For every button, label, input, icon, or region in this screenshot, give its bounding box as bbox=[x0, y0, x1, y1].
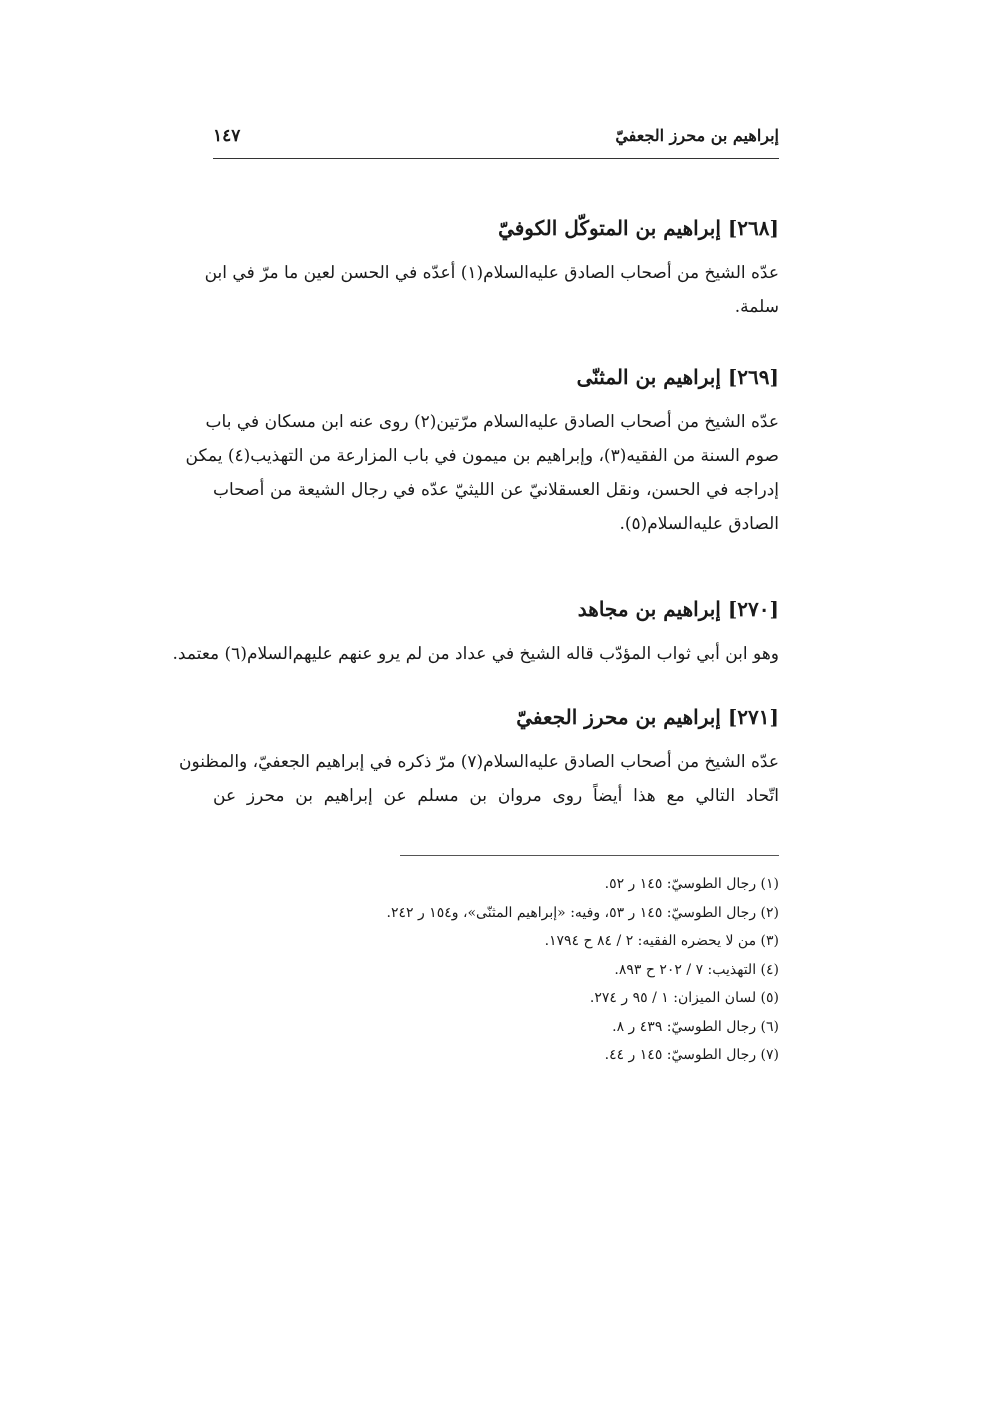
entry-title-268: [٢٦٨] إبراهيم بن المتوكّل الكوفيّ bbox=[498, 216, 779, 240]
entry-title-269: [٢٦٩] إبراهيم بن المثنّى bbox=[576, 365, 779, 389]
footnotes bbox=[213, 870, 779, 1070]
text-line: وهو ابن أبي ثواب المؤدّب قاله الشيخ في عداد من لم يرو عنهم عليهم‌السلام(٦) معتمد. bbox=[172, 644, 779, 664]
footnote-1: (١) رجال الطوسيّ: ١٤٥ ر ٥٢. bbox=[604, 876, 779, 892]
footnote-6: (٦) رجال الطوسيّ: ٤٣٩ ر ٨. bbox=[612, 1018, 779, 1035]
footnote-5: (٥) لسان الميزان: ١ / ٩٥ ر ٢٧٤. bbox=[589, 990, 779, 1006]
page-number: ١٤٧ bbox=[213, 126, 241, 146]
running-title: إبراهيم بن محرز الجعفيّ bbox=[615, 126, 779, 145]
text-line: عدّه الشيخ من أصحاب الصادق عليه‌السلام مرّتين(٢) روى عنه ابن مسكان في باب bbox=[205, 412, 779, 432]
footnote-separator bbox=[400, 855, 779, 856]
entry-text-269 bbox=[185, 405, 779, 541]
text-line: عدّه الشيخ من أصحاب الصادق عليه‌السلام(١) أعدّه في الحسن لعين ما مرّ في ابن bbox=[204, 263, 779, 283]
text-line: اتّحاد التالي مع هذا أيضاً روى مروان بن مسلم عن إبراهيم بن محرز عن bbox=[213, 786, 779, 806]
footnote-3: (٣) من لا يحضره الفقيه: ٢ / ٨٤ ح ١٧٩٤. bbox=[544, 933, 779, 949]
entry-text-271 bbox=[178, 745, 779, 813]
text-line: صوم السنة من الفقيه(٣)، وإبراهيم بن ميمون في باب المزارعة من التهذيب(٤) يمكن bbox=[185, 446, 779, 466]
footnote-4: (٤) التهذيب: ٧ / ٢٠٢ ح ٨٩٣. bbox=[614, 961, 779, 978]
entry-text-268 bbox=[204, 256, 779, 324]
text-line: سلمة. bbox=[734, 297, 779, 317]
text-line: الصادق عليه‌السلام(٥). bbox=[619, 514, 779, 534]
text-line: عدّه الشيخ من أصحاب الصادق عليه‌السلام(٧) مرّ ذكره في إبراهيم الجعفيّ، والمظنون bbox=[178, 752, 779, 772]
entry-title-270: [٢٧٠] إبراهيم بن مجاهد bbox=[577, 597, 779, 621]
text-line: إدراجه في الحسن، ونقل العسقلانيّ عن الليثيّ عدّه في رجال الشيعة من أصحاب bbox=[213, 480, 779, 500]
entry-text-270 bbox=[172, 637, 779, 671]
footnote-7: (٧) رجال الطوسيّ: ١٤٥ ر ٤٤. bbox=[604, 1047, 779, 1063]
footnote-2: (٢) رجال الطوسيّ: ١٤٥ ر ٥٣، وفيه: «إبراهيم المثنّى»، و١٥٤ ر ٢٤٢. bbox=[386, 904, 779, 921]
entry-title-271: [٢٧١] إبراهيم بن محرز الجعفيّ bbox=[516, 705, 779, 729]
page-header bbox=[213, 120, 779, 159]
